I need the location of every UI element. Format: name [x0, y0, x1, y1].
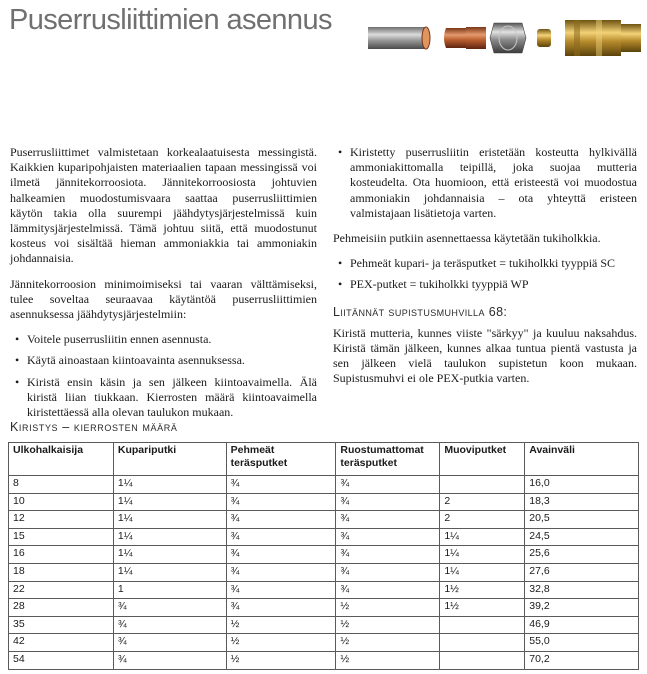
list-item: • Pehmeät kupari- ja teräsputket = tukiholkki tyyppiä SC [333, 256, 637, 271]
column-header: Ruostumattomat teräsputket [336, 443, 440, 476]
table-cell: ¾ [226, 546, 336, 564]
reducer-paragraph: Kiristä mutteria, kunnes viiste "särkyy" ja kuuluu naksahdus. Kiristä tämän jälkeen, kunnes alkaa tuntua pientä vastusta ja sen jälkeen vielä taulukon supistetun koon mukaan. Supistusmuhvi ei ole PEX-putkia varten. [333, 325, 637, 386]
table-row [9, 616, 639, 634]
table-cell: ¾ [113, 651, 226, 669]
table-cell: 42 [9, 634, 114, 652]
table-cell: ¾ [336, 476, 440, 494]
table-cell: 8 [9, 476, 114, 494]
table-cell: ½ [226, 616, 336, 634]
table-cell: ¾ [336, 563, 440, 581]
table-cell: ½ [336, 599, 440, 617]
table-cell [440, 476, 525, 494]
compression-fitting-parts-icon [368, 14, 643, 60]
table-cell: 22 [9, 581, 114, 599]
table-header-row [9, 443, 639, 476]
table-cell: ¾ [336, 511, 440, 529]
table-cell: 1½ [440, 599, 525, 617]
table-cell: ¾ [336, 528, 440, 546]
table-cell: ¾ [113, 599, 226, 617]
tightening-table [8, 442, 639, 670]
table-cell: 1¼ [440, 546, 525, 564]
table-cell: 1¼ [113, 493, 226, 511]
table-cell: ¾ [113, 616, 226, 634]
list-item: • Voitele puserrusliitin ennen asennusta. [10, 332, 317, 347]
table-cell: 10 [9, 493, 114, 511]
table-cell: 1¼ [113, 563, 226, 581]
list-item: • PEX-putket = tukiholkki tyyppiä WP [333, 277, 637, 292]
table-cell: 16,0 [525, 476, 639, 494]
table-cell: 1 [113, 581, 226, 599]
table-cell: 54 [9, 651, 114, 669]
table-cell [440, 634, 525, 652]
table-cell: ¾ [336, 493, 440, 511]
table-row [9, 546, 639, 564]
table-cell: 35 [9, 616, 114, 634]
table-cell: ¾ [226, 563, 336, 581]
table-row [9, 511, 639, 529]
installation-steps-list [10, 332, 317, 420]
table-cell: ¾ [226, 599, 336, 617]
table-row [9, 599, 639, 617]
table-cell [440, 651, 525, 669]
column-header: Ulkohalkaisija [9, 443, 114, 476]
table-cell: 1¼ [113, 546, 226, 564]
table-cell: 16 [9, 546, 114, 564]
table-cell: ½ [226, 651, 336, 669]
table-cell: 15 [9, 528, 114, 546]
table-cell: ¾ [226, 581, 336, 599]
table-cell: 20,5 [525, 511, 639, 529]
table-heading: Kiristys – kierrosten määrä [10, 420, 178, 434]
table-cell: 2 [440, 511, 525, 529]
table-cell: ¾ [226, 511, 336, 529]
intro-paragraph: Puserrusliittimet valmistetaan korkealaatuisesta messingistä. Kaikkien kuparipohjaisten materiaalien tapaan messingissä voi ilmetä jännitekorroosiota. Jännitekorroosiosta johtuvien halkeamien muodostumisvaara saattaa puserrusliittimien käytön takia olla suurempi jäähdytysjärjestelmissä kuin lämmitysjärjestelmissä. Tämä johtuu siitä, että muodostunut kosteus voi sisältää hieman ammoniakkia tai ammoniakin johdannaisia. [10, 145, 317, 266]
table-cell: 2 [440, 493, 525, 511]
list-item: • Kiristä ensin käsin ja sen jälkeen kiintoavaimella. Älä kiristä liian tiukkaan. Kierrosten määrä kiintoavaimella kiristettäessä alla olevan taulukon mukaan. [10, 375, 317, 421]
table-row [9, 634, 639, 652]
table-row [9, 493, 639, 511]
table-cell: 24,5 [525, 528, 639, 546]
table-cell: 18,3 [525, 493, 639, 511]
column-header: Pehmeät teräsputket [226, 443, 336, 476]
table-cell: 39,2 [525, 599, 639, 617]
table-cell: 28 [9, 599, 114, 617]
table-cell: 1¼ [440, 563, 525, 581]
minimize-paragraph: Jännitekorroosion minimoimiseksi tai vaaran välttämiseksi, tulee soveltaa seuraavaa käytäntöä puserrusliittimien asennuksessa jäähdytysjärjestelmiin: [10, 276, 317, 322]
table-cell: ½ [226, 634, 336, 652]
right-column [333, 145, 637, 397]
table-cell: 27,6 [525, 563, 639, 581]
table-cell: 32,8 [525, 581, 639, 599]
table-row [9, 651, 639, 669]
table-cell: 25,6 [525, 546, 639, 564]
table-cell: 1½ [440, 581, 525, 599]
table-row [9, 563, 639, 581]
table-row [9, 528, 639, 546]
table-cell: ½ [336, 616, 440, 634]
table-row [9, 476, 639, 494]
column-header: Kupariputki [113, 443, 226, 476]
support-sleeve-list [333, 256, 637, 292]
table-cell: ¾ [226, 493, 336, 511]
support-sleeve-paragraph: Pehmeisiin putkiin asennettaessa käytetään tukiholkkia. [333, 231, 601, 246]
list-item: • Käytä ainoastaan kiintoavainta asennuksessa. [10, 353, 317, 368]
table-cell: 18 [9, 563, 114, 581]
insulation-list [333, 145, 637, 221]
table-cell: ¾ [336, 581, 440, 599]
table-cell: 46,9 [525, 616, 639, 634]
page-title: Puserrusliittimien asennus [9, 4, 332, 36]
table-cell: 1¼ [440, 528, 525, 546]
table-cell: 1¼ [113, 476, 226, 494]
table-cell: 12 [9, 511, 114, 529]
table-row [9, 581, 639, 599]
table-cell: 70,2 [525, 651, 639, 669]
table-cell: ¾ [113, 634, 226, 652]
table-cell: 55,0 [525, 634, 639, 652]
column-header: Avainväli [525, 443, 639, 476]
left-column [10, 145, 317, 430]
table-cell: ¾ [336, 546, 440, 564]
table-cell: ¾ [226, 476, 336, 494]
table-cell: 1¼ [113, 511, 226, 529]
list-item: • Kiristetty puserrusliitin eristetään kosteutta hylkivällä ammoniakittomalla teipillä, joka suojaa mutteria kosteudelta. Ota huomioon, että eristeestä voi muodostua ammoniakin johdannaisia – ota yhteyttä eristeen valmistajaan lisätietoja varten. [333, 145, 637, 221]
table-cell [440, 616, 525, 634]
column-header: Muoviputket [440, 443, 525, 476]
table-cell: ½ [336, 651, 440, 669]
table-cell: ½ [336, 634, 440, 652]
reducer-subheading: Liitännät supistusmuhvilla 68: [333, 304, 508, 319]
table-cell: 1¼ [113, 528, 226, 546]
table-cell: ¾ [226, 528, 336, 546]
